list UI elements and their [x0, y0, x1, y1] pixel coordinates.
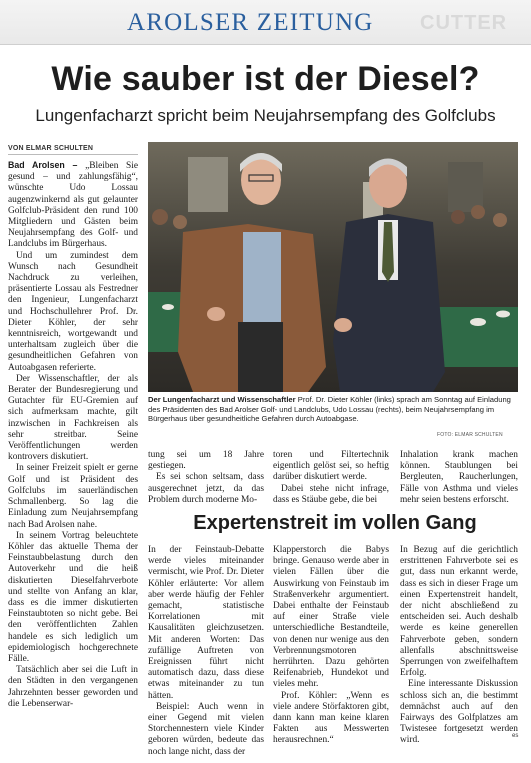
article-column-3-top [273, 450, 389, 508]
masthead [0, 0, 531, 45]
newspaper-name: AROLSER ZEITUNG [127, 9, 374, 36]
paragraph-text: In seinem Vortrag beleuchtete Köhler das aktuelle Thema der Feinstaubbelastung durch den Autoverkehr und die heiß diskutierten Dieselfahrverbote und stellte von Anfang an klar, dass es die immer diskutierten Feinstaubtoten so nicht gebe. Bei den veröffentlichten Zahlen handele es sich lediglich um epidemiologisch hochgerechnete Fälle. [8, 530, 138, 664]
paragraph-text: Klapperstorch die Babys bringe. Genauso werde aber in vielen Fällen über die Auswirkung von Feinstaub im Straßenverkehr argumentiert. Dabei enthalte der Feinstaub auf einer Straße viele unterschiedliche Bestandteile, von denen nur wenige aus den Verbrennungsmotoren herrührten. Dazu gehörten Reifenabrieb, Hundekot und vieles mehr. [273, 545, 389, 690]
article-column-3-bottom [273, 545, 389, 750]
photo-credit: FOTO: ELMAR SCHULTEN [437, 432, 503, 438]
paragraph-text: Und um zumindest dem Wunsch nach Gesundheit Nachdruck zu verleihen, präsentierte Lossau als Festredner den Ingenieur, Lungenfacharzt und Hochschullehrer Prof. Dr. Dieter Köhler, der sehr kenntnisreich, wortgewandt und unterhaltsam zugleich über die gesundheitlichen Gefahren von Autoabgasen referierte. [8, 250, 138, 373]
paragraph [400, 545, 518, 679]
paragraph-text: Prof. Köhler: „Wenn es viele andere Störfaktoren gibt, dann kann man keine klaren Fakten aus Messwerten herausrechnen.“ [273, 690, 389, 746]
caption-text: Prof. Dr. Dieter Köhler (links) sprach am Sonntag auf Einladung des Präsidenten des Bad Arolser Golf- und Landclubs, Udo Lossau (rechts), beim Neujahrsempfang im Bürgerhaus über gesundheitliche Gefahren durch Autoabgase. [148, 395, 511, 424]
masthead-bleed-right: CUTTER [420, 12, 508, 34]
article-column-4-bottom [400, 545, 518, 746]
paragraph-text: tung sei um 18 Jahre gestiegen. [148, 450, 264, 472]
article-column-2-bottom [148, 545, 264, 757]
paragraph-text: Der Wissenschaftler, der als Berater der Bundesregierung und Gutachter für EU-Gremien auf sich aufmerksam machte, gilt inzwischen in Fachkreisen als sehr streitbar. Seine Veröffentlichungen werden kontrovers diskutiert. [8, 373, 138, 463]
paragraph-text: In Bezug auf die gerichtlich erstrittenen Fahrverbote sei es gut, dass nun erkannt werde, dass es sich in dieser Frage um einen Expertenstreit handelt, der nicht abschließend zu entscheiden sei. Auch deshalb werde es keine generellen Fahrverbote geben, sondern allenfalls abschnittsweise Sperrungen von zweifelhaftem Erfolg. [400, 545, 518, 679]
paragraph [148, 702, 264, 758]
paragraph [273, 545, 389, 691]
paragraph-text: Es sei schon seltsam, dass ausgerechnet jetzt, da das Problem durch moderne Mo- [148, 472, 264, 505]
paragraph [8, 665, 138, 710]
paragraph-text: „Bleiben Sie gesund – und zahlungsfähig“, wünschte Udo Lossau augenzwinkernd als gut gelaunter Golfclub-Präsident den rund 100 Mitgliedern und Gästen beim Neujahrsempfang des Golf- und Landclubs im Bürgerhaus. [8, 161, 138, 250]
dateline: Bad Arolsen – [8, 160, 86, 170]
paragraph-text: toren und Filtertechnik eigentlich gelöst sei, so heftig darüber diskutiert werde. [273, 450, 389, 483]
paragraph [8, 160, 138, 251]
article-photo [148, 142, 518, 392]
paragraph-text: In seiner Freizeit spielt er gerne Golf und ist Präsident des Golfclubs im sauerländischen Schmallenberg. So lag die Einladung zum Neujahrsempfang nach Bad Arolsen nahe. [8, 463, 138, 530]
paragraph-text: Inhalation krank machen können. Staublungen bei Bergleuten, Raucherlungen, Fälle von Asthma und vieles mehr seien bestens erforscht. [400, 450, 518, 505]
paragraph [8, 463, 138, 530]
photo-illustration [148, 142, 518, 392]
paragraph-text: Tatsächlich aber sei die Luft in den Städten in den vergangenen Jahrzehnten besser geworden und die Lebenserwar- [8, 665, 138, 709]
paragraph [273, 691, 389, 747]
paragraph [400, 679, 518, 746]
paragraph-text: Eine interessante Diskussion schloss sich an, die bestimmt demnächst auch auf den Fairways des Golfplatzes am Twistesee fortgesetzt werden wird. [400, 679, 518, 746]
paragraph [273, 484, 389, 506]
paragraph-text: Beispiel: Auch wenn in einer Gegend mit vielen Storchennestern viele Kinder geboren würden, bedeute das noch lange nicht, dass der [148, 701, 264, 757]
article-column-2-top [148, 450, 264, 508]
article-column-1 [8, 160, 138, 740]
paragraph [148, 450, 264, 472]
paragraph [8, 374, 138, 464]
paragraph [148, 472, 264, 506]
caption-lead: Der Lungenfacharzt und Wissenschaftler [148, 395, 296, 404]
paragraph [8, 531, 138, 665]
byline-rule [8, 154, 138, 155]
paragraph [400, 450, 518, 506]
article-column-4-top [400, 450, 518, 508]
article-byline: VON ELMAR SCHULTEN [8, 145, 94, 152]
author-signature: es [512, 733, 519, 739]
article-subheadline: Lungenfacharzt spricht beim Neujahrsempfang des Golfclubs [35, 106, 496, 125]
article-headline: Wie sauber ist der Diesel? [51, 60, 480, 98]
paragraph-text: In der Feinstaub-Debatte werde vieles miteinander vermischt, wie Prof. Dr. Dieter Köhler erläuterte: Vor allem aber werde häufig der Fehler gemacht, statistische Korrelationen mit Kausalitäten gleichzusetzen. Mit anderen Worten: Das zufällige Auftreten von Ereignissen führt nicht automatisch dazu, dass diese etwas miteinander zu tun hätten. [148, 545, 264, 701]
crosshead: Expertenstreit im vollen Gang [193, 512, 477, 534]
photo-caption [148, 395, 518, 424]
paragraph-text: Dabei stehe nicht infrage, dass es Stäube gebe, die bei [273, 483, 389, 505]
paragraph [8, 251, 138, 374]
paragraph [148, 545, 264, 702]
paragraph [273, 450, 389, 484]
